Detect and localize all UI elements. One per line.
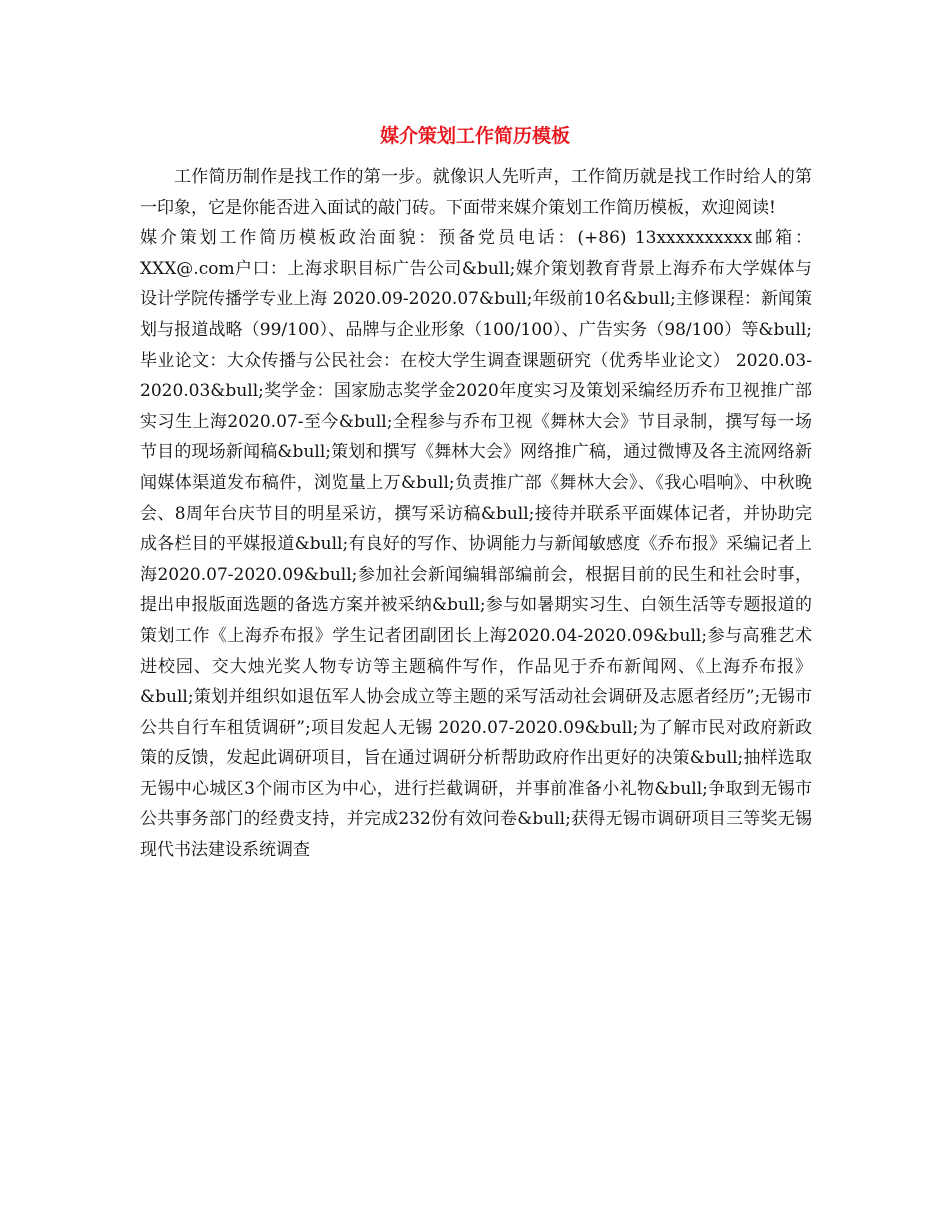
document-content <box>140 162 812 866</box>
page-title: 媒介策划工作简历模板 <box>379 125 570 147</box>
resume-body-paragraph: 媒介策划工作简历模板政治面貌：预备党员电话：(+86) 13xxxxxxxxxx邮箱：XXX@.com户口：上海求职目标广告公司&bull;媒介策划教育背景上海乔布大学媒体与设计学院传播学专业上海 2020.09-2020.07&bull;年级前10名&bull;主修课程：新闻策划与报道战略（99/100）、品牌与企业形象（100/100）、广告实务（98/100）等&bull;毕业论文：大众传播与公民社会：在校大学生调查课题研究（优秀毕业论文） 2020.03-2020.03&bull;奖学金：国家励志奖学金2020年度实习及策划采编经历乔布卫视推广部实习生上海2020.07-至今&bull;全程参与乔布卫视《舞林大会》节目录制，撰写每一场节目的现场新闻稿&bull;策划和撰写《舞林大会》网络推广稿，通过微博及各主流网络新闻媒体渠道发布稿件，浏览量上万&bull;负责推广部《舞林大会》、《我心唱响》、中秋晚会、8周年台庆节目的明星采访，撰写采访稿&bull;接待并联系平面媒体记者，并协助完成各栏目的平媒报道&bull;有良好的写作、协调能力与新闻敏感度《乔布报》采编记者上海2020.07-2020.09&bull;参加社会新闻编辑部编前会，根据目前的民生和社会时事，提出申报版面选题的备选方案并被采纳&bull;参与如暑期实习生、白领生活等专题报道的策划工作《上海乔布报》学生记者团副团长上海2020.04-2020.09&bull;参与高雅艺术进校园、交大烛光奖人物专访等主题稿件写作，作品见于乔布新闻网、《上海乔布报》&bull;策划并组织如退伍军人协会成立等主题的采写活动社会调研及志愿者经历”;无锡市公共自行车租赁调研”;项目发起人无锡 2020.07-2020.09&bull;为了解市民对政府新政策的反馈，发起此调研项目，旨在通过调研分析帮助政府作出更好的决策&bull;抽样选取无锡中心城区3个闹市区为中心，进行拦截调研，并事前准备小礼物&bull;争取到无锡市公共事务部门的经费支持，并完成232份有效问卷&bull;获得无锡市调研项目三等奖无锡现代书法建设系统调查 <box>140 228 812 861</box>
intro-paragraph: 工作简历制作是找工作的第一步。就像识人先听声，工作简历就是找工作时给人的第一印象，它是你能否进入面试的敲门砖。下面带来媒介策划工作简历模板，欢迎阅读! <box>140 167 812 218</box>
